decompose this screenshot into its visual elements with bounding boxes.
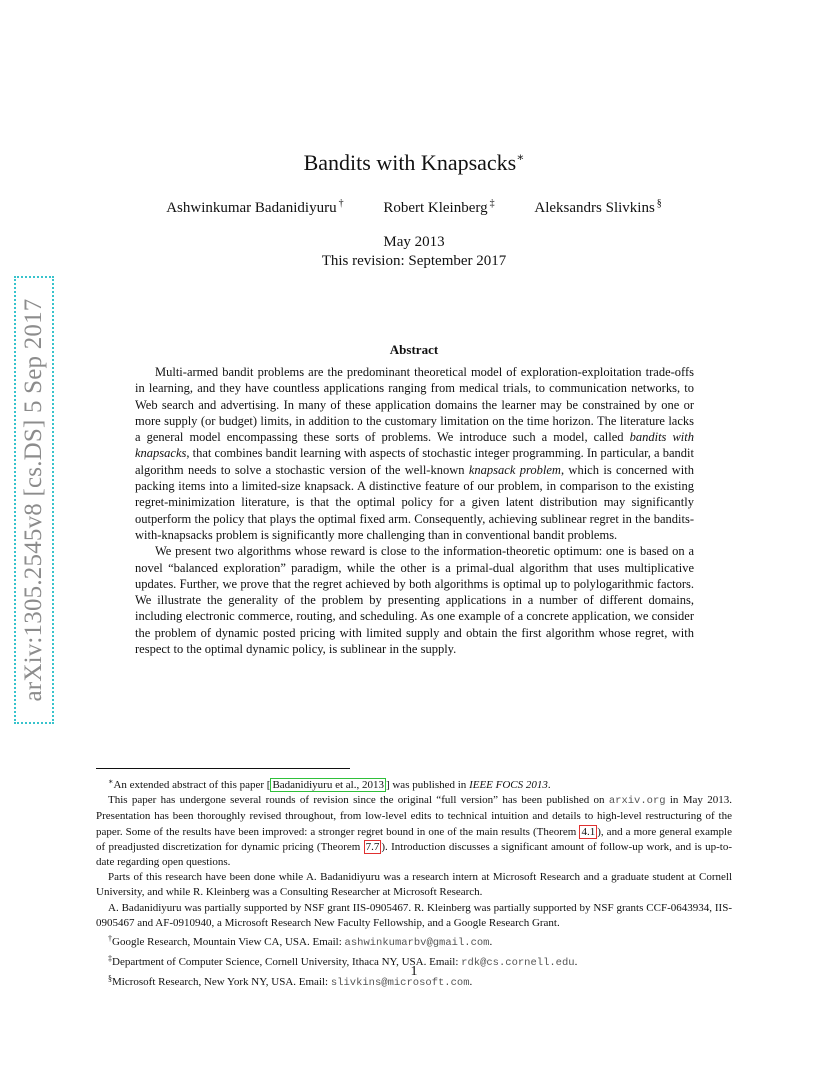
email-link[interactable]: ashwinkumarbv@gmail.com (344, 937, 490, 950)
author-name: Ashwinkumar Badanidiyuru (166, 200, 337, 216)
paper-title (0, 150, 828, 176)
date-block (0, 233, 828, 271)
footnotes (96, 774, 732, 992)
abstract-heading: Abstract (389, 342, 439, 357)
footnote-text: Google Research, Mountain View CA, USA. Email: (112, 936, 345, 949)
footnote-text: ] was published in (385, 779, 470, 791)
email-link[interactable]: slivkins@microsoft.com (330, 977, 470, 990)
author-footnote-mark[interactable]: ‡ (489, 198, 495, 209)
footnote-mark: ∗ (108, 777, 114, 786)
revision-date: This revision: September 2017 (321, 253, 507, 269)
footnote-5 (96, 931, 732, 951)
arxiv-stamp-text: arXiv:1305.2545v8 [cs.DS] 5 Sep 2017 (20, 298, 47, 702)
author-footnote-mark[interactable]: † (338, 198, 344, 209)
page-number: 1 (410, 964, 418, 979)
footnote-mark: § (108, 974, 112, 984)
footnote-text: This paper has undergone several rounds of revision since the original “full version” has been published on (108, 794, 609, 807)
footnote-2 (96, 793, 732, 870)
author-1 (166, 198, 343, 217)
author-list (0, 198, 828, 217)
footnote-text: . (489, 936, 493, 949)
email-link[interactable]: rdk@cs.cornell.edu (461, 957, 575, 970)
author-2 (383, 198, 494, 217)
footnote-text: . (547, 779, 551, 791)
footnote-mark: ‡ (108, 954, 112, 964)
venue-name: IEEE FOCS 2013 (469, 779, 548, 791)
footnote-mark: † (108, 934, 112, 944)
footnote-1 (96, 774, 732, 793)
footnote-text: ), and a more general example of preadjusted discretization for dynamic pricing (Theorem (96, 825, 732, 853)
footnote-text: ). Introduction discusses a significant amount of follow-up work, and is up-to-date regarding open questions. (96, 840, 732, 869)
footnote-text: . (469, 976, 473, 989)
theorem-link[interactable]: 4.1 (581, 825, 596, 838)
abstract-body (135, 364, 694, 657)
abstract-text: Multi-armed bandit problems are the predominant theoretical model of exploration-exploitation trade-offs in learning, and they have countless applications ranging from medical trials, to communication networks, to Web search and advertising. In many of these application domains the learner may be constrained by one or more supply (or budget) limits, in addition to the customary limitation on the time horizon. The literature lacks a general model encompassing these sorts of problems. We introduce such a model, called (135, 365, 694, 445)
footnote-4: A. Badanidiyuru was partially supported by NSF grant IIS-0905467. R. Kleinberg was partially supported by NSF grants CCF-0643934, IIS-0905467 and AF-0910940, a Microsoft Research New Faculty Fellowship, and a Google Research Grant. (96, 901, 732, 929)
emphasis-term: bandits with knapsacks (135, 430, 694, 461)
footnote-text: Microsoft Research, New York NY, USA. Email: (112, 976, 331, 989)
abstract-text: , which is concerned with packing items into a limited-size knapsack. A distinctive feature of our problem, in comparison to the existing regret-minimization literature, is that the optimal policy for a given latent distribution may significantly outperform the policy that plays the optimal fixed arm. Consequently, achieving sublinear regret in the bandits-with-knapsacks problem is significantly more challenging than in conventional bandit problems. (135, 462, 694, 542)
theorem-link[interactable]: 7.7 (365, 840, 380, 853)
abstract-paragraph-2: We present two algorithms whose reward is close to the information-theoretic optimum: one is based on a novel “balanced exploration” paradigm, while the other is a primal-dual algorithm that uses multiplicative updates. Further, we prove that the regret achieved by both algorithms is optimal up to polylogarithmic factors. We illustrate the generality of the problem by presenting applications in a number of different domains, including electronic commerce, routing, and scheduling. As one example of a concrete application, we consider the problem of dynamic posted pricing with limited supply and obtain the first algorithm whose regret, with respect to the optimal dynamic policy, is sublinear in the supply. (135, 544, 694, 657)
footnote-text: . (574, 956, 578, 969)
arxiv-link[interactable]: arxiv.org (608, 795, 666, 808)
author-name: Aleksandrs Slivkins (534, 200, 655, 216)
footnote-divider (96, 768, 350, 769)
footnote-text: Department of Computer Science, Cornell University, Ithaca NY, USA. Email: (112, 956, 462, 969)
emphasis-term: knapsack problem (468, 462, 561, 477)
author-footnote-mark[interactable]: § (656, 198, 662, 209)
footnote-text: An extended abstract of this paper [ (113, 779, 271, 791)
author-name: Robert Kleinberg (383, 200, 488, 216)
paper-title-text: Bandits with Knapsacks (303, 150, 517, 175)
publication-date: May 2013 (383, 234, 445, 250)
citation-link[interactable]: Badanidiyuru et al., 2013 (272, 779, 384, 791)
title-footnote-mark[interactable]: ∗ (516, 150, 525, 164)
footnote-3: Parts of this research have been done while A. Badanidiyuru was a research intern at Microsoft Research and a graduate student at Cornell University, and while R. Kleinberg was a Consulting Researcher at Microsoft Research. (96, 871, 732, 899)
footnote-text: in May 2013. Presentation has been thoroughly revised throughout, from low-level edits to technical intuition and details to high-level restructuring of the paper. Some of the results have been improved: a stronger regret bound in one of the main results (Theorem (96, 794, 732, 838)
abstract-paragraph-1 (135, 364, 694, 543)
abstract-text: , that combines bandit learning with aspects of stochastic integer programming. In particular, a bandit algorithm needs to solve a stochastic version of the well-known (135, 446, 694, 477)
author-3 (534, 198, 661, 217)
